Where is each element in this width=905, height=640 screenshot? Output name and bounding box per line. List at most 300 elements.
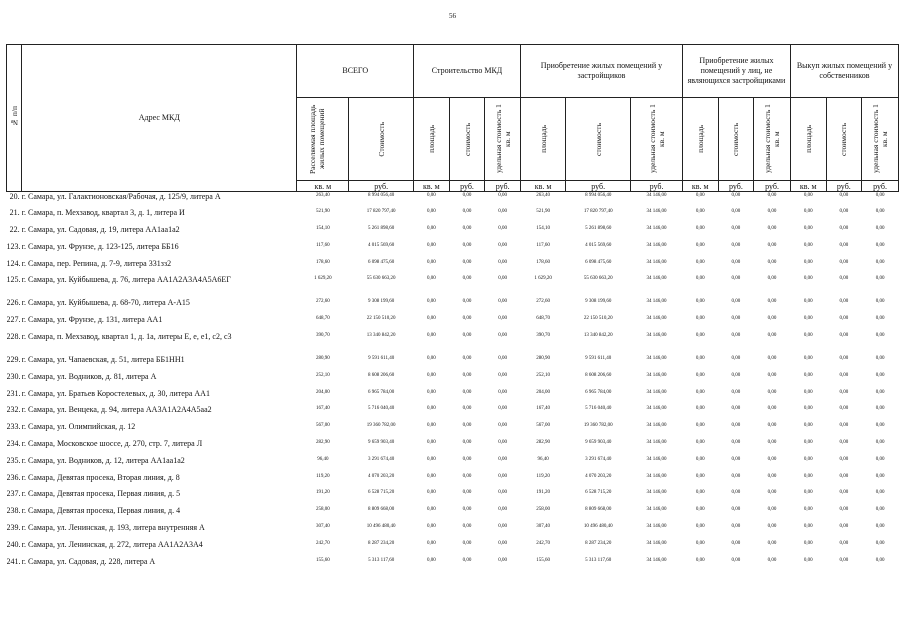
row-value: 0,00 [695, 456, 705, 462]
row-value: 0,00 [767, 540, 777, 546]
row-value: 390,70 [536, 333, 551, 339]
row-value: 263,40 [315, 193, 330, 198]
row-value: 0,00 [462, 333, 472, 339]
row-value: 3 291 674,40 [585, 456, 612, 462]
row-value: 0,00 [839, 316, 849, 322]
row-address: г. Самара, ул. Ленинская, д. 272, литера АА1А2А3А4 [21, 539, 203, 549]
row-value: 8 287 234,20 [585, 540, 612, 546]
row-value: 0,00 [803, 557, 813, 563]
row-value: 0,00 [767, 276, 777, 282]
row-value: 0,00 [462, 193, 472, 198]
header-index: № п/п [7, 45, 22, 192]
row-address: г. Самара, пер. Репина, д. 7-9, литера 331зз2 [21, 258, 172, 268]
row-value: 0,00 [875, 333, 885, 339]
row-value: 96,40 [537, 456, 549, 462]
table-row [7, 506, 899, 523]
row-value: 0,00 [427, 557, 436, 563]
row-value: 0,00 [427, 524, 436, 530]
row-value: 0,00 [695, 389, 705, 395]
row-value: 0,00 [875, 209, 885, 215]
table-row [7, 439, 899, 456]
table-row [7, 275, 899, 298]
row-value: 0,00 [427, 209, 436, 215]
row-value: 8 608 206,60 [585, 372, 612, 378]
row-value: 178,60 [536, 259, 551, 265]
row-value: 4 070 203,20 [368, 473, 395, 479]
row-value: 0,00 [462, 456, 472, 462]
row-value: 648,70 [315, 316, 330, 322]
subheader-cell: площадь [682, 98, 718, 181]
row-address: г. Самара, п. Мехзавод, квартал 3, д. 1, литера И [21, 208, 185, 218]
row-value: 0,00 [875, 193, 885, 198]
row-value: 0,00 [839, 507, 849, 513]
row-value: 34 146,00 [646, 316, 667, 322]
row-value: 0,00 [695, 507, 705, 513]
row-index: 226. [6, 298, 21, 308]
row-value: 0,00 [498, 490, 508, 496]
row-value: 263,40 [536, 193, 551, 198]
row-value: 6 098 475,60 [585, 259, 612, 265]
row-value: 0,00 [498, 226, 508, 232]
table-row [7, 489, 899, 506]
row-value: 0,00 [731, 316, 741, 322]
row-value: 0,00 [875, 372, 885, 378]
row-value: 280,90 [536, 356, 551, 362]
row-index: 227. [6, 315, 21, 325]
row-index: 240. [6, 539, 21, 549]
table-row [7, 456, 899, 473]
row-value: 0,00 [875, 316, 885, 322]
table-row [7, 389, 899, 406]
row-value: 0,00 [498, 423, 508, 429]
row-value: 119,20 [536, 473, 550, 479]
row-index: 20. [9, 192, 20, 201]
row-index: 235. [6, 455, 21, 465]
row-value: 0,00 [731, 389, 741, 395]
row-value: 0,00 [767, 259, 777, 265]
table-row [7, 242, 899, 259]
row-value: 0,00 [767, 440, 777, 446]
row-value: 34 146,00 [646, 456, 667, 462]
table-header [7, 45, 899, 192]
row-index: 234. [6, 439, 21, 449]
row-value: 0,00 [803, 540, 813, 546]
row-value: 0,00 [731, 406, 741, 412]
row-value: 5 261 898,60 [585, 226, 612, 232]
row-value: 0,00 [839, 299, 849, 305]
row-address: г. Самара, ул. Олимпийская, д. 12 [21, 422, 136, 432]
row-value: 0,00 [767, 507, 777, 513]
row-value: 6 965 784,00 [368, 389, 395, 395]
row-value: 154,10 [536, 226, 551, 232]
mkd-resettlement-table [6, 44, 899, 573]
row-value: 0,00 [839, 456, 849, 462]
row-value: 0,00 [839, 276, 849, 282]
subheader-cell: удельная стоимость 1 кв. м [485, 98, 521, 181]
subheader-cell: стоимость [718, 98, 754, 181]
row-address: г. Самара, ул. Куйбышева, д. 76, литера АА1А2А3А4А5А6ЕГ [21, 275, 231, 285]
subheader-cell: площадь [790, 98, 826, 181]
row-value: 0,00 [731, 540, 741, 546]
row-value: 204,00 [536, 389, 551, 395]
row-value: 0,00 [695, 333, 705, 339]
row-value: 0,00 [767, 372, 777, 378]
row-value: 0,00 [462, 524, 472, 530]
row-value: 0,00 [695, 276, 705, 282]
row-value: 0,00 [731, 193, 741, 198]
row-address: г. Самара, Девятая просека, Первая линия, д. 5 [21, 489, 181, 499]
row-value: 17 820 797,40 [366, 209, 396, 215]
row-value: 34 146,00 [646, 333, 667, 339]
row-value: 0,00 [462, 372, 472, 378]
row-index: 233. [6, 422, 21, 432]
unit-cell: кв. м [297, 181, 349, 192]
row-value: 0,00 [695, 259, 705, 265]
row-value: 34 146,00 [646, 193, 667, 198]
row-value: 242,70 [536, 540, 551, 546]
row-value: 0,00 [767, 209, 777, 215]
row-value: 272,60 [315, 299, 330, 305]
row-index: 237. [6, 489, 21, 499]
row-value: 0,00 [731, 333, 741, 339]
row-value: 6 098 475,60 [368, 259, 395, 265]
row-value: 0,00 [498, 456, 508, 462]
row-value: 0,00 [839, 473, 849, 479]
row-value: 0,00 [803, 389, 813, 395]
row-value: 0,00 [498, 524, 508, 530]
row-value: 34 146,00 [646, 473, 667, 479]
row-value: 8 994 056,40 [368, 193, 395, 198]
row-value: 1 629,20 [534, 276, 552, 282]
row-address: г. Самара, ул. Чапаевская, д. 51, литера ББ1НН1 [21, 355, 185, 365]
row-value: 0,00 [875, 242, 885, 248]
table-row [7, 192, 899, 209]
row-value: 0,00 [731, 242, 741, 248]
table-row [7, 208, 899, 225]
subheader-cell: стоимость [566, 98, 631, 181]
unit-cell: руб. [862, 181, 899, 192]
row-value: 0,00 [839, 389, 849, 395]
row-address: г. Самара, Девятая просека, Первая линия, д. 4 [21, 506, 181, 516]
row-value: 0,00 [498, 193, 508, 198]
row-value: 34 146,00 [646, 356, 667, 362]
row-value: 9 308 199,60 [368, 299, 395, 305]
row-value: 9 308 199,60 [585, 299, 612, 305]
row-value: 13 340 842,20 [366, 333, 396, 339]
row-value: 0,00 [462, 473, 472, 479]
row-value: 0,00 [803, 209, 813, 215]
row-value: 155,60 [315, 557, 330, 563]
row-value: 0,00 [427, 316, 436, 322]
subheader-cell: площадь [414, 98, 450, 181]
row-value: 55 630 663,20 [583, 276, 613, 282]
row-value: 282,90 [536, 440, 551, 446]
row-value: 191,20 [315, 490, 330, 496]
row-value: 0,00 [803, 406, 813, 412]
row-value: 0,00 [695, 540, 705, 546]
row-value: 34 146,00 [646, 372, 667, 378]
row-value: 0,00 [498, 557, 508, 563]
row-value: 0,00 [427, 372, 436, 378]
row-value: 280,90 [315, 356, 330, 362]
row-value: 0,00 [839, 540, 849, 546]
unit-cell: руб. [449, 181, 485, 192]
row-value: 0,00 [839, 356, 849, 362]
row-index: 231. [6, 388, 21, 398]
row-value: 0,00 [839, 333, 849, 339]
row-value: 567,00 [315, 423, 330, 429]
row-value: 0,00 [462, 406, 472, 412]
row-value: 272,60 [536, 299, 551, 305]
row-value: 0,00 [498, 540, 508, 546]
row-value: 0,00 [462, 540, 472, 546]
row-value: 0,00 [839, 524, 849, 530]
row-value: 0,00 [498, 242, 508, 248]
row-value: 0,00 [427, 540, 436, 546]
row-value: 0,00 [462, 507, 472, 513]
row-address: г. Самара, ул. Венцека, д. 94, литера АА3А1А2А4А5аа2 [21, 405, 212, 415]
row-value: 307,40 [536, 524, 551, 530]
row-value: 0,00 [767, 557, 777, 563]
row-value: 0,00 [839, 259, 849, 265]
row-value: 0,00 [803, 316, 813, 322]
row-value: 0,00 [498, 209, 508, 215]
row-value: 34 146,00 [646, 209, 667, 215]
unit-cell: кв. м [414, 181, 450, 192]
page-number: 56 [449, 12, 456, 20]
row-value: 0,00 [462, 242, 472, 248]
row-value: 0,00 [462, 226, 472, 232]
row-value: 0,00 [767, 524, 777, 530]
row-value: 0,00 [767, 473, 777, 479]
unit-cell: руб. [631, 181, 683, 192]
row-value: 119,20 [316, 473, 330, 479]
header-group-other-purchase: Приобретение жилых помещений у лиц, не являющихся застройщиками [682, 45, 790, 98]
row-value: 5 261 898,60 [368, 226, 395, 232]
row-value: 8 608 206,60 [368, 372, 395, 378]
row-value: 0,00 [427, 193, 436, 198]
row-value: 0,00 [427, 389, 436, 395]
row-value: 0,00 [498, 276, 508, 282]
row-address: г. Самара, ул. Фрунзе, д. 123-125, литера ББ16 [21, 241, 179, 251]
row-value: 0,00 [731, 259, 741, 265]
row-value: 167,40 [315, 406, 330, 412]
table-row [7, 225, 899, 242]
row-value: 0,00 [695, 473, 705, 479]
row-value: 0,00 [427, 490, 436, 496]
row-index: 230. [6, 371, 21, 381]
row-index: 232. [6, 405, 21, 415]
row-value: 0,00 [803, 473, 813, 479]
row-value: 307,40 [315, 524, 330, 530]
row-address: г. Самара, ул. Садовая, д. 228, литера А [21, 556, 156, 566]
row-value: 0,00 [767, 490, 777, 496]
table-row [7, 298, 899, 315]
row-value: 13 340 842,20 [583, 333, 613, 339]
row-value: 0,00 [875, 456, 885, 462]
row-value: 0,00 [731, 423, 741, 429]
row-value: 0,00 [427, 456, 436, 462]
row-index: 241. [6, 556, 21, 566]
row-value: 6 528 715,20 [368, 490, 395, 496]
row-value: 0,00 [875, 540, 885, 546]
subheader-cell: стоимость [826, 98, 862, 181]
subheader-cell: удельная стоимость 1 кв. м [631, 98, 683, 181]
row-value: 204,00 [315, 389, 330, 395]
header-group-buyout: Выкуп жилых помещений у собственников [790, 45, 898, 98]
row-value: 0,00 [498, 507, 508, 513]
row-value: 19 360 782,00 [583, 423, 613, 429]
table-row [7, 259, 899, 276]
row-value: 0,00 [731, 299, 741, 305]
row-value: 0,00 [839, 557, 849, 563]
row-value: 0,00 [731, 507, 741, 513]
row-value: 242,70 [315, 540, 330, 546]
row-value: 34 146,00 [646, 423, 667, 429]
row-address: г. Самара, Московское шоссе, д. 270, стр. 7, литера Л [21, 439, 203, 449]
row-value: 0,00 [803, 440, 813, 446]
row-value: 0,00 [427, 242, 436, 248]
table-row [7, 405, 899, 422]
row-value: 34 146,00 [646, 490, 667, 496]
row-value: 167,40 [536, 406, 551, 412]
row-address: г. Самара, ул. Куйбышева, д. 68-70, литера А-А15 [21, 298, 190, 308]
row-value: 4 015 569,60 [368, 242, 395, 248]
row-value: 0,00 [498, 372, 508, 378]
row-index: 239. [6, 523, 21, 533]
row-value: 0,00 [695, 423, 705, 429]
row-value: 0,00 [427, 507, 436, 513]
subheader-cell: удельная стоимость 1 кв. м [754, 98, 791, 181]
row-value: 0,00 [839, 406, 849, 412]
row-value: 22 150 510,20 [366, 316, 396, 322]
row-value: 5 716 040,40 [585, 406, 612, 412]
row-value: 0,00 [695, 356, 705, 362]
row-value: 8 809 668,00 [368, 507, 395, 513]
row-address: г. Самара, ул. Фрунзе, д. 131, литера АА1 [21, 315, 163, 325]
row-value: 34 146,00 [646, 226, 667, 232]
row-index: 21. [9, 208, 20, 218]
row-value: 5 313 117,60 [585, 557, 612, 563]
row-value: 0,00 [803, 333, 813, 339]
row-value: 9 659 903,40 [585, 440, 612, 446]
row-value: 0,00 [427, 473, 436, 479]
row-value: 0,00 [839, 242, 849, 248]
row-value: 3 291 674,40 [368, 456, 395, 462]
row-value: 0,00 [767, 456, 777, 462]
row-value: 0,00 [695, 242, 705, 248]
header-group-construction: Строительство МКД [414, 45, 521, 98]
row-value: 0,00 [767, 333, 777, 339]
row-value: 0,00 [767, 356, 777, 362]
row-value: 55 630 663,20 [366, 276, 396, 282]
row-value: 0,00 [803, 356, 813, 362]
unit-cell: кв. м [682, 181, 718, 192]
unit-cell: руб. [566, 181, 631, 192]
table-row [7, 557, 899, 574]
subheader-cell: Стоимость [349, 98, 414, 181]
row-value: 34 146,00 [646, 259, 667, 265]
row-value: 8 287 234,20 [368, 540, 395, 546]
row-value: 0,00 [839, 372, 849, 378]
row-value: 0,00 [767, 193, 777, 198]
row-value: 34 146,00 [646, 242, 667, 248]
row-value: 0,00 [803, 242, 813, 248]
row-value: 0,00 [427, 259, 436, 265]
row-value: 0,00 [498, 333, 508, 339]
row-address: г. Самара, Девятая просека, Вторая линия, д. 8 [21, 472, 180, 482]
row-value: 154,10 [315, 226, 330, 232]
row-value: 9 591 611,40 [368, 356, 395, 362]
row-value: 0,00 [427, 356, 436, 362]
row-value: 0,00 [695, 299, 705, 305]
row-value: 0,00 [875, 299, 885, 305]
table-row [7, 422, 899, 439]
row-value: 9 659 903,40 [368, 440, 395, 446]
row-value: 0,00 [462, 440, 472, 446]
row-value: 0,00 [803, 276, 813, 282]
row-value: 0,00 [427, 299, 436, 305]
row-address: г. Самара, ул. Галактионовская/Рабочая, д. 125/9, литера А [21, 192, 221, 201]
row-value: 0,00 [803, 299, 813, 305]
row-value: 0,00 [803, 259, 813, 265]
subheader-cell: удельная стоимость 1 кв. м [862, 98, 899, 181]
row-index: 229. [6, 355, 21, 365]
row-address: г. Самара, п. Мехзавод, квартал 1, д. 1а, литеры Е, е, е1, с2, с3 [21, 332, 232, 342]
row-value: 0,00 [695, 440, 705, 446]
row-value: 0,00 [875, 406, 885, 412]
row-value: 0,00 [731, 276, 741, 282]
row-value: 0,00 [427, 406, 436, 412]
row-value: 0,00 [875, 490, 885, 496]
row-value: 22 150 510,20 [583, 316, 613, 322]
row-value: 19 360 782,00 [366, 423, 396, 429]
table-row [7, 315, 899, 332]
unit-cell: руб. [349, 181, 414, 192]
row-address: г. Самара, ул. Водников, д. 81, литера А [21, 371, 157, 381]
unit-cell: руб. [718, 181, 754, 192]
row-value: 8 809 668,00 [585, 507, 612, 513]
row-value: 0,00 [803, 456, 813, 462]
row-value: 0,00 [875, 356, 885, 362]
table-row [7, 332, 899, 355]
row-value: 0,00 [803, 226, 813, 232]
row-value: 0,00 [498, 440, 508, 446]
row-value: 191,20 [536, 490, 551, 496]
row-value: 1 629,20 [314, 276, 332, 282]
row-value: 0,00 [498, 473, 508, 479]
row-value: 0,00 [875, 557, 885, 563]
row-index: 236. [6, 472, 21, 482]
row-value: 521,90 [315, 209, 330, 215]
row-value: 0,00 [803, 524, 813, 530]
row-value: 0,00 [875, 507, 885, 513]
row-value: 5 716 040,40 [368, 406, 395, 412]
row-value: 0,00 [767, 423, 777, 429]
row-value: 34 146,00 [646, 440, 667, 446]
row-value: 0,00 [875, 423, 885, 429]
row-value: 0,00 [427, 276, 436, 282]
table-body [7, 192, 899, 574]
row-value: 34 146,00 [646, 507, 667, 513]
row-value: 252,10 [536, 372, 551, 378]
row-value: 0,00 [695, 406, 705, 412]
row-value: 0,00 [695, 226, 705, 232]
row-value: 10 496 480,40 [583, 524, 613, 530]
row-value: 0,00 [767, 242, 777, 248]
row-value: 0,00 [803, 507, 813, 513]
row-value: 0,00 [498, 299, 508, 305]
